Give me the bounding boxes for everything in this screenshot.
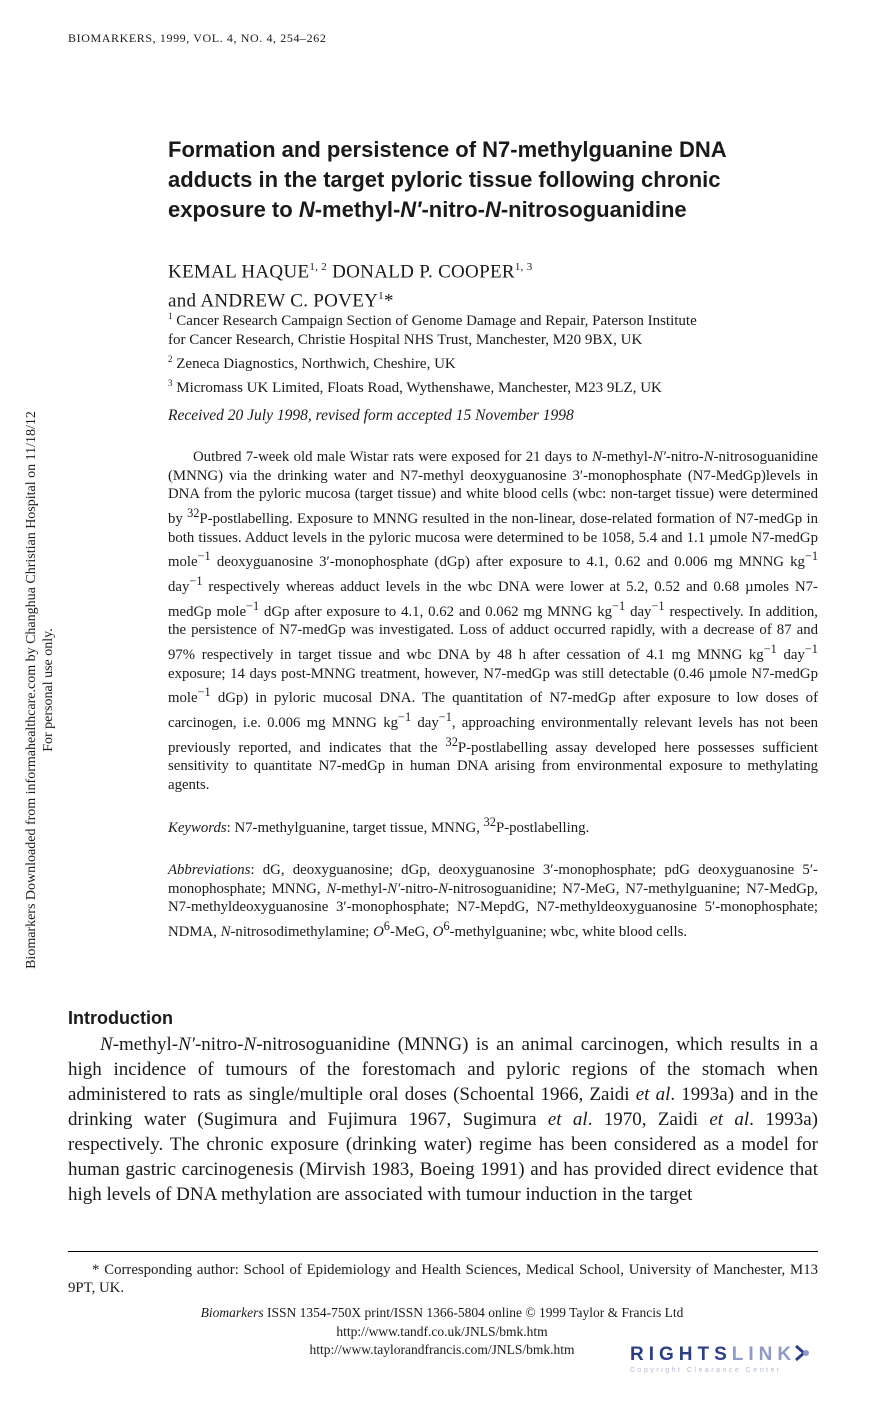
sidebar-download-line: Biomarkers Downloaded from informahealthcare.com by Changhua Christian Hospital on 11/18/12 (24, 411, 39, 969)
footnote-divider (68, 1251, 818, 1252)
sidebar-use-line: For personal use only. (41, 628, 56, 752)
author-povey: and ANDREW C. POVEY (168, 290, 379, 312)
rightslink-wordmark: RIGHTSLINK (630, 1344, 860, 1366)
received-date: Received 20 July 1998, revised form accepted 15 November 1998 (168, 407, 574, 424)
keywords: Keywords: N7-methylguanine, target tissue, MNNG, $^{32}$P-postlabelling. (168, 815, 590, 836)
abstract: Outbred 7-week old male Wistar rats were exposed for 21 days to N-methyl-N′-nitro-N-nitrosoguanidine (MNNG) via the drinking water and N7-methyl deoxyguanosine 3′-monophosphate (N7-MedGp)levels in DNA from the pyloric mucosa (target tissue) and white blood cells (wbc: non-target tissue) were determined by $^{32}$P-postlabelling. Exposure to MNNG resulted in the non-linear, dose-related formation of N7-medGp in both tissues. Adduct levels in the pyloric mucosa were determined to be 1058, 5.4 and 1.1 µmole N7-medGp mole$^{-1}$ deoxyguanosine 3′-monophosphate (dGp) after exposure to 4.1, 0.62 and 0.006 mg MNNG $kg^{-1}$ day$^{-1}$ respectively whereas adduct levels in the wbc DNA were lower at 5.2, 0.52 and 0.68 µmoles N7-medGp mole$^{-1}$ dGp after exposure to 4.1, 0.62 and 0.062 mg MNNG $kg^{-1}$ day$^{-1}$ respectively. In addition, the persistence of N7-medGp was investigated. Loss of adduct occurred rapidly, with a decrease of 87 and 97% respectively in target tissue and wbc DNA by 48 h after cessation of 4.1 mg MNNG $kg^{-1}$ day$^{-1}$ exposure; 14 days post-MNNG treatment, however, N7-medGp was still detectable (0.46 µmole N7-medGp mole$^{-1}$ dGp) in pyloric mucosal DNA. The quantitation of N7-medGp after exposure to low doses of carcinogen, i.e. 0.006 mg MNNG $kg^{-1}$ day$^{-1}$, approaching environmentally relevant levels has not been previously reported, and indicates that the $^{32}$P-postlabelling assay developed here possesses sufficient sensitivity to quantitate N7-medGp in human DNA arising from environmental exposure to methylating agents. (168, 449, 818, 793)
corresponding-author-footnote: * Corresponding author: School of Epidemiology and Health Sciences, Medical School, University of Manchester, M13 9PT, UK. (68, 1262, 818, 1296)
title-line-1: Formation and persistence of N7-methylguanine DNA (168, 137, 727, 162)
rightslink-arrow-icon (793, 1344, 811, 1362)
abbreviations: Abbreviations: dG, deoxyguanosine; dGp, deoxyguanosine 3′-monophosphate; pdG deoxyguanosine 5′-monophosphate; MNNG, N-methyl-N′-nitro-N-nitrosoguanidine; N7-MeG, N7-methylguanine; N7-MedGp, N7-methyldeoxyguanosine 3′-monophosphate; N7-MepdG, N7-methyldeoxyguanosine 5′-monophosphate; NDMA, N-nitrosodimethylamine; $O^6$-MeG, $O^6$-methylguanine; wbc, white blood cells. (168, 862, 819, 941)
rightslink-tagline: Copyright Clearance Center (630, 1367, 782, 1374)
affiliation-2: $^2$ Zeneca Diagnostics, Northwich, Cheshire, UK (168, 354, 456, 372)
journal-url-2[interactable]: http://www.taylorandfrancis.com/JNLS/bmk.htm (309, 1342, 575, 1357)
article-title (168, 135, 828, 225)
title-line-2: adducts in the target pyloric tissue following chronic (168, 167, 721, 192)
section-heading-introduction: Introduction (68, 1008, 173, 1028)
author-cooper: DONALD P. COOPER (327, 261, 515, 283)
affiliation-3: $^3$ Micromass UK Limited, Floats Road, Wythenshawe, Manchester, M23 9LZ, UK (168, 378, 662, 396)
journal-issn-line: Biomarkers ISSN 1354-750X print/ISSN 1366-5804 online © 1999 Taylor & Francis Ltd (200, 1305, 684, 1320)
rightslink-logo[interactable] (630, 1344, 860, 1384)
running-head: BIOMARKERS, 1999, VOL. 4, NO. 4, 254–262 (68, 31, 327, 45)
introduction-paragraph: N-methyl-N′-nitro-N-nitrosoguanidine (MNNG) is an animal carcinogen, which results in a high incidence of tumours of the forestomach and pyloric regions of the stomach when administered to rats as single/multiple oral doses (Schoental 1966, Zaidi et al. 1993a) and in the drinking water (Sugimura and Fujimura 1967, Sugimura et al. 1970, Zaidi et al. 1993a) respectively. The chronic exposure (drinking water) regime has been considered as a model for human gastric carcinogenesis (Mirvish 1983, Boeing 1991) and has provided direct evidence that high levels of DNA methylation are associated with tumour induction in the target (68, 1034, 818, 1205)
author-list: KEMAL HAQUE$^{1, 2}$ DONALD P. COOPER$^{1, 3}$ and ANDREW C. POVEY$^1$* (168, 261, 533, 312)
affiliations (168, 307, 818, 398)
journal-url-1[interactable]: http://www.tandf.co.uk/JNLS/bmk.htm (336, 1323, 548, 1339)
affiliation-1: $^1$ Cancer Research Campaign Section of Genome Damage and Repair, Paterson Institute (168, 311, 697, 329)
title-line-3: exposure to N-methyl-N′-nitro-N-nitrosoguanidine (168, 197, 687, 222)
affiliation-1-cont: for Cancer Research, Christie Hospital NHS Trust, Manchester, M20 9BX, UK (168, 332, 643, 348)
author-haque: KEMAL HAQUE (168, 261, 310, 283)
